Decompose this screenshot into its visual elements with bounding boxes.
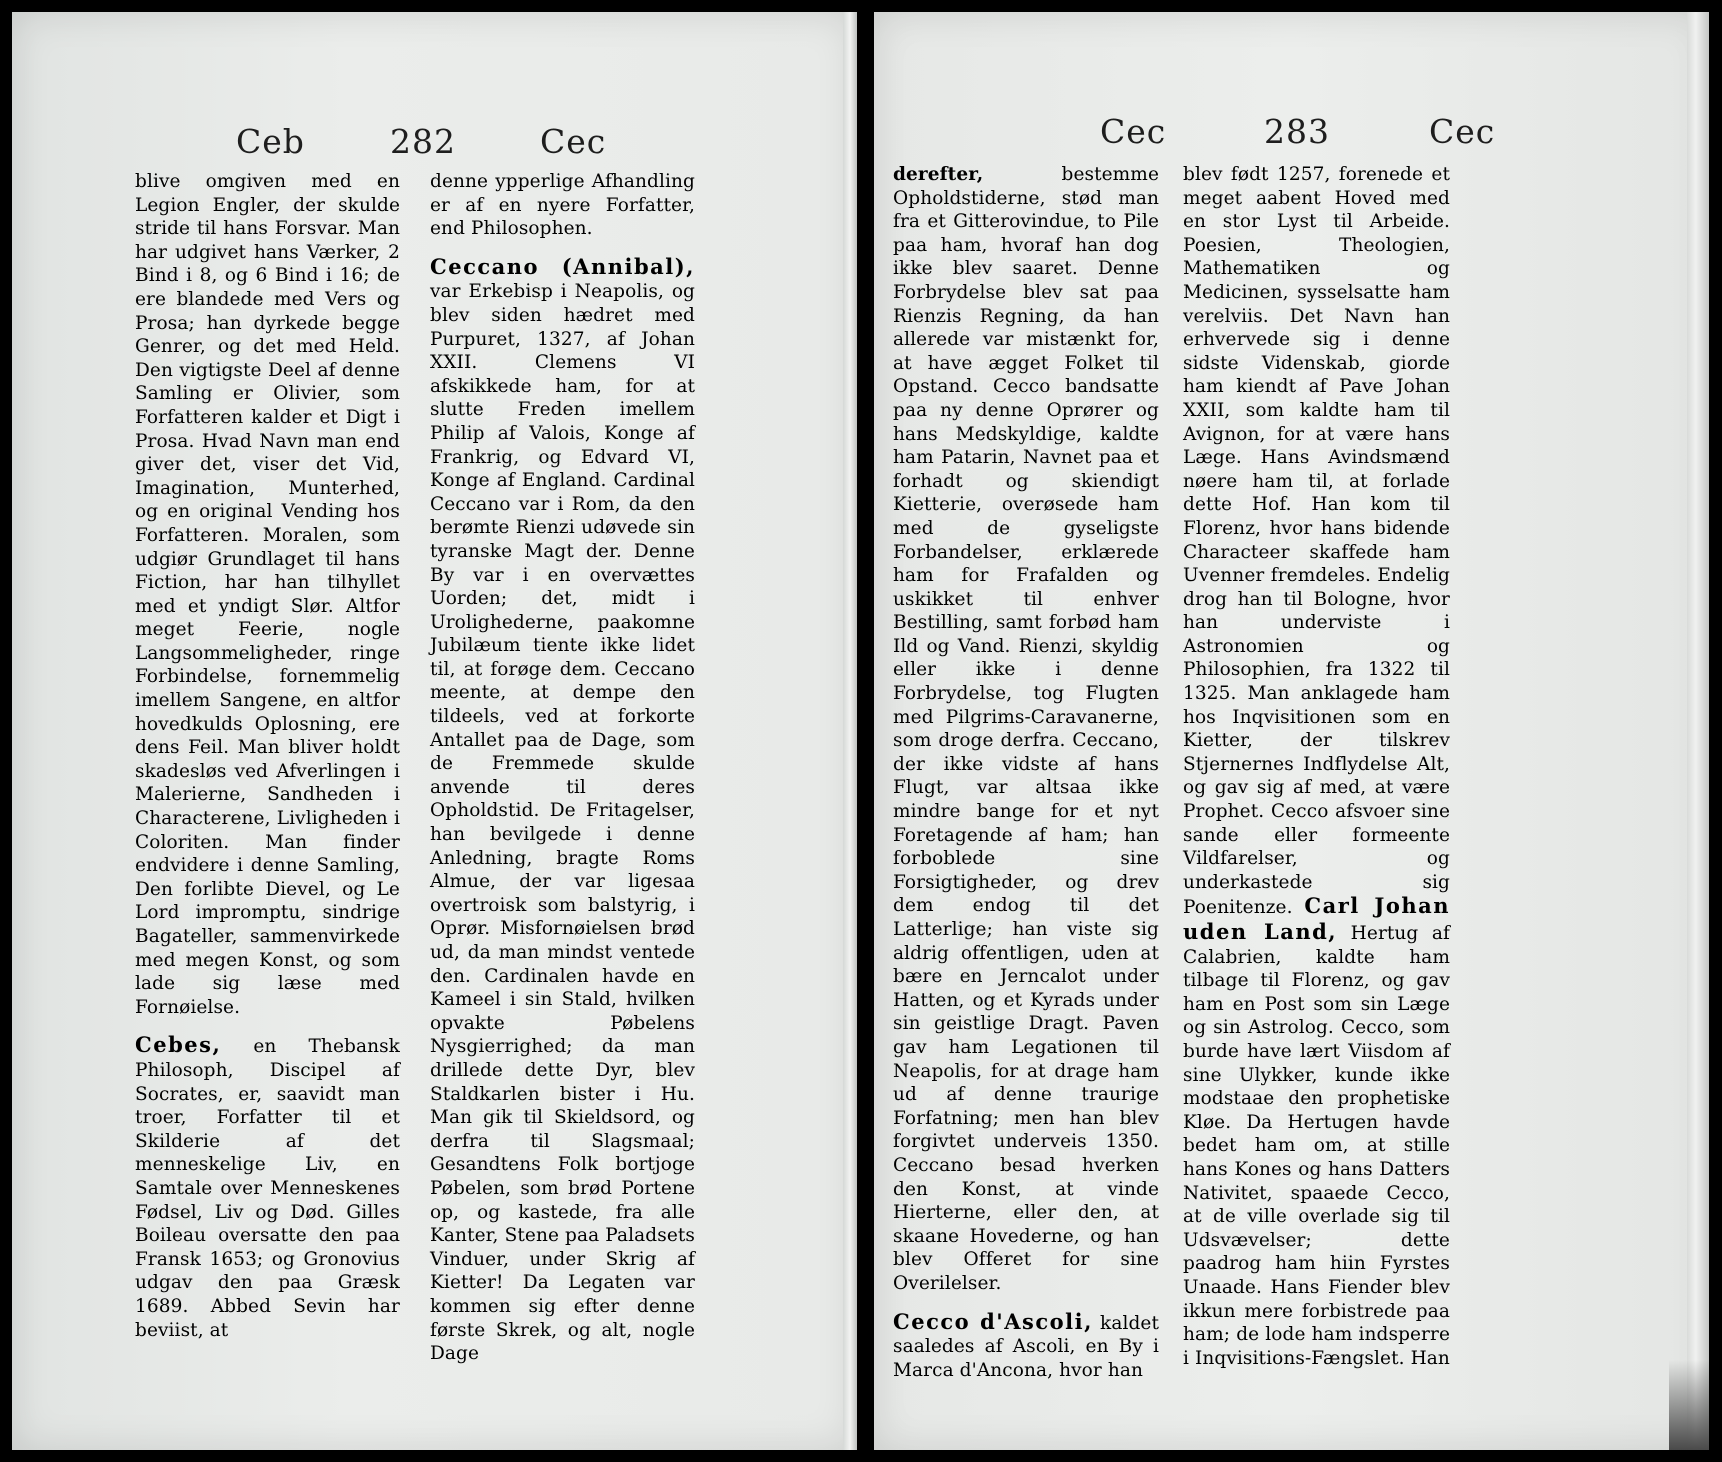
text-column [135,170,400,1342]
entry-heading: Cebes, [135,1032,222,1058]
header-left: Cec [1100,112,1167,151]
header-right: Cec [540,122,607,161]
entry-heading: Cecco d'Ascoli, [893,1308,1093,1334]
header-left: Ceb [236,122,305,161]
text-column [1183,163,1450,1370]
header-right: Cec [1429,112,1496,151]
entry-heading: Ceccano (Annibal), [430,253,695,279]
paragraph: denne ypperlige Afhandling er af en nyere Forfatter, end Philosophen. [430,171,695,240]
page-number: 283 [1264,112,1330,151]
page-edge [1687,12,1709,1450]
entry-heading: Carl Johan uden Land, [1183,893,1450,944]
continuation-word: derefter, [893,164,984,185]
entry-text: bestemme Opholdstiderne, stød man fra et Gitterovindue, to Pile paa ham, hvoraf han dog ikke blev saaret. Denne Forbrydelse blev sat paa Rienzis Regning, da han allerede var mistænkt for, at have ægget Folket til Opstand. Cecco bandsatte paa ny denne Oprører og hans Medskyldige, kaldte ham Patarin, Navnet paa et forhadt og skiendigt Kietterie, overøsede ham med de gyseligste Forbandelser, erklærede ham for Frafalden og uskikket til enhver Bestilling, samt forbød ham Ild og Vand. Rienzi, skyldig eller ikke i denne Forbrydelse, tog Flugten med Pilgrims-Caravanerne, som droge derfra. Ceccano, der ikke vidste af hans Flugt, var altsaa ikke mindre bange for et nyt Foretagende af ham; han forboblede sine Forsigtigheder, og drev dem endog til det Latterlige; han viste sig aldrig offentligen, uden at bære en Jerncalot under Hatten, og et Kyrads under sin geistlige Dragt. Paven gav ham Legationen til Neapolis, for at drage ham ud af denne traurige Forfatning; men han blev forgivtet underveis 1350. Ceccano besad hverken den Konst, at vinde Hierterne, eller den, at skaane Hovederne, og han blev Offeret for sine Overilelser. [893,164,1159,1294]
paragraph [430,255,695,1366]
paragraph [893,163,1159,1296]
text-column [893,163,1159,1382]
running-header [874,112,1709,162]
paragraph [1183,163,1450,1370]
page-number: 282 [390,122,456,161]
paragraph [893,1310,1159,1383]
paragraph: blive omgiven med en Legion Engler, der skulde stride til hans Forsvar. Man har udgivet hans Værker, 2 Bind i 8, og 6 Bind i 16; de ere blandede med Vers og Prosa; han dyrkede begge Genrer, og det med Held. Den vigtigste Deel af denne Samling er Olivier, som Forfatteren kalder et Digt i Prosa. Hvad Navn man end giver det, viser det Vid, Imagination, Munterhed, og en original Vending hos Forfatteren. Moralen, som udgiør Grundlaget til hans Fiction, har han tilhyllet med et yndigt Slør. Altfor meget Feerie, nogle Langsommeligheder, ringe Forbindelse, fornemmelig imellem Sangene, en altfor hovedkulds Oplosning, ere dens Feil. Man bliver holdt skadesløs ved Afverlingen i Malerierne, Sandheden i Characterene, Livligheden i Coloriten. Man finder endvidere i denne Samling, Den forlibte Dievel, og Le Lord impromptu, sindrige Bagateller, sammenvirkede med megen Konst, og som lade sig læse med Fornøielse. [135,171,400,1018]
page-shadow [1669,1360,1709,1450]
entry-text: blev født 1257, forenede et meget aabent Hoved med en stor Lyst til Arbeide. Poesien, Theologien, Mathematiken og Medicinen, sysselsatte ham verelviis. Det Navn han erhvervede sig i denne sidste Videnskab, giorde ham kiendt af Pave Johan XXII, som kaldte ham til Avignon, for at være hans Læge. Hans Avindsmænd nøere ham til, at forlade dette Hof. Han kom til Florenz, hvor hans bidende Characteer skaffede ham Uvenner fremdeles. Endelig drog han til Bologne, hvor han underviste i Astronomien og Philosophien, fra 1322 til 1325. Man anklagede ham hos Inqvisitionen som en Kietter, der tilskrev Stjernernes Indflydelse Alt, og gav sig af med, at være Prophet. Cecco afsvoer sine sande eller formeente Vildfarelser, og underkastede sig Poenitenze. [1183,164,1450,919]
entry-text: var Erkebisp i Neapolis, og blev siden hædret med Purpuret, 1327, af Johan XXII. Clemens VI afskikkede ham, for at slutte Freden imellem Philip af Valois, Konge af Frankrig, og Edvard VI, Konge af England. Cardinal Ceccano var i Rom, da den berømte Rienzi udøvede sin tyranske Magt der. Denne By var i en overvættes Uorden; det, midt i Urolighederne, paakomne Jubilæum tiente ikke lidet til, at forøge dem. Ceccano meente, at dempe den tildeels, ved at forkorte Antallet paa de Dage, som de Fremmede skulde anvende til deres Opholdstid. De Fritagelser, han bevilgede i denne Anledning, bragte Roms Almue, der var ligesaa overtroisk som balstyrig, i Oprør. Misfornøielsen brød ud, da man mindst ventede den. Cardinalen havde en Kameel i sin Stald, hvilken opvakte Pøbelens Nysgierrighed; da man drillede dette Dyr, blev Staldkarlen bister i Hu. Man gik til Skieldsord, og derfra til Slagsmaal; Gesandtens Folk bortjoge Pøbelen, som brød Portene op, og kastede, fra alle Kanter, Stene paa Paladsets Vinduer, under Skrig af Kietter! Da Legaten var kommen sig efter denne første Skrek, og alt, nogle Dage [430,281,695,1365]
entry-text: en Thebansk Philosoph, Discipel af Socrates, er, saavidt man troer, Forfatter til et Skilderie af det menneskelige Liv, en Samtale over Menneskenes Fødsel, Liv og Død. Gilles Boileau oversatte den paa Fransk 1653; og Gronovius udgav den paa Græsk 1689. Abbed Sevin har beviist, at [135,1036,400,1341]
entry-text: kaldet saaledes af Ascoli, en By i Marca d'Ancona, hvor han [893,1312,1159,1381]
page-edge [843,12,857,1450]
entry-text: Hertug af Calabrien, kaldte ham tilbage til Florenz, og gav ham en Post som sin Læge og sin Astrolog. Cecco, som burde have lært Viisdom af sine Ulykker, kunde ikke modstaae den prophetiske Kløe. Da Hertugen havde bedet ham om, at stille hans Kones og hans Datters Nativitet, spaaede Cecco, at de ville overlade sig til Udsvævelser; dette paadrog ham hiin Fyrstes Unaade. Hans Fiender blev ikkun mere forbistrede paa ham; de lode ham indsperre i Inqvisitions-Fængslet. Han [1183,923,1450,1369]
paragraph [135,1033,400,1342]
text-column [430,170,695,1366]
running-header [12,122,855,172]
